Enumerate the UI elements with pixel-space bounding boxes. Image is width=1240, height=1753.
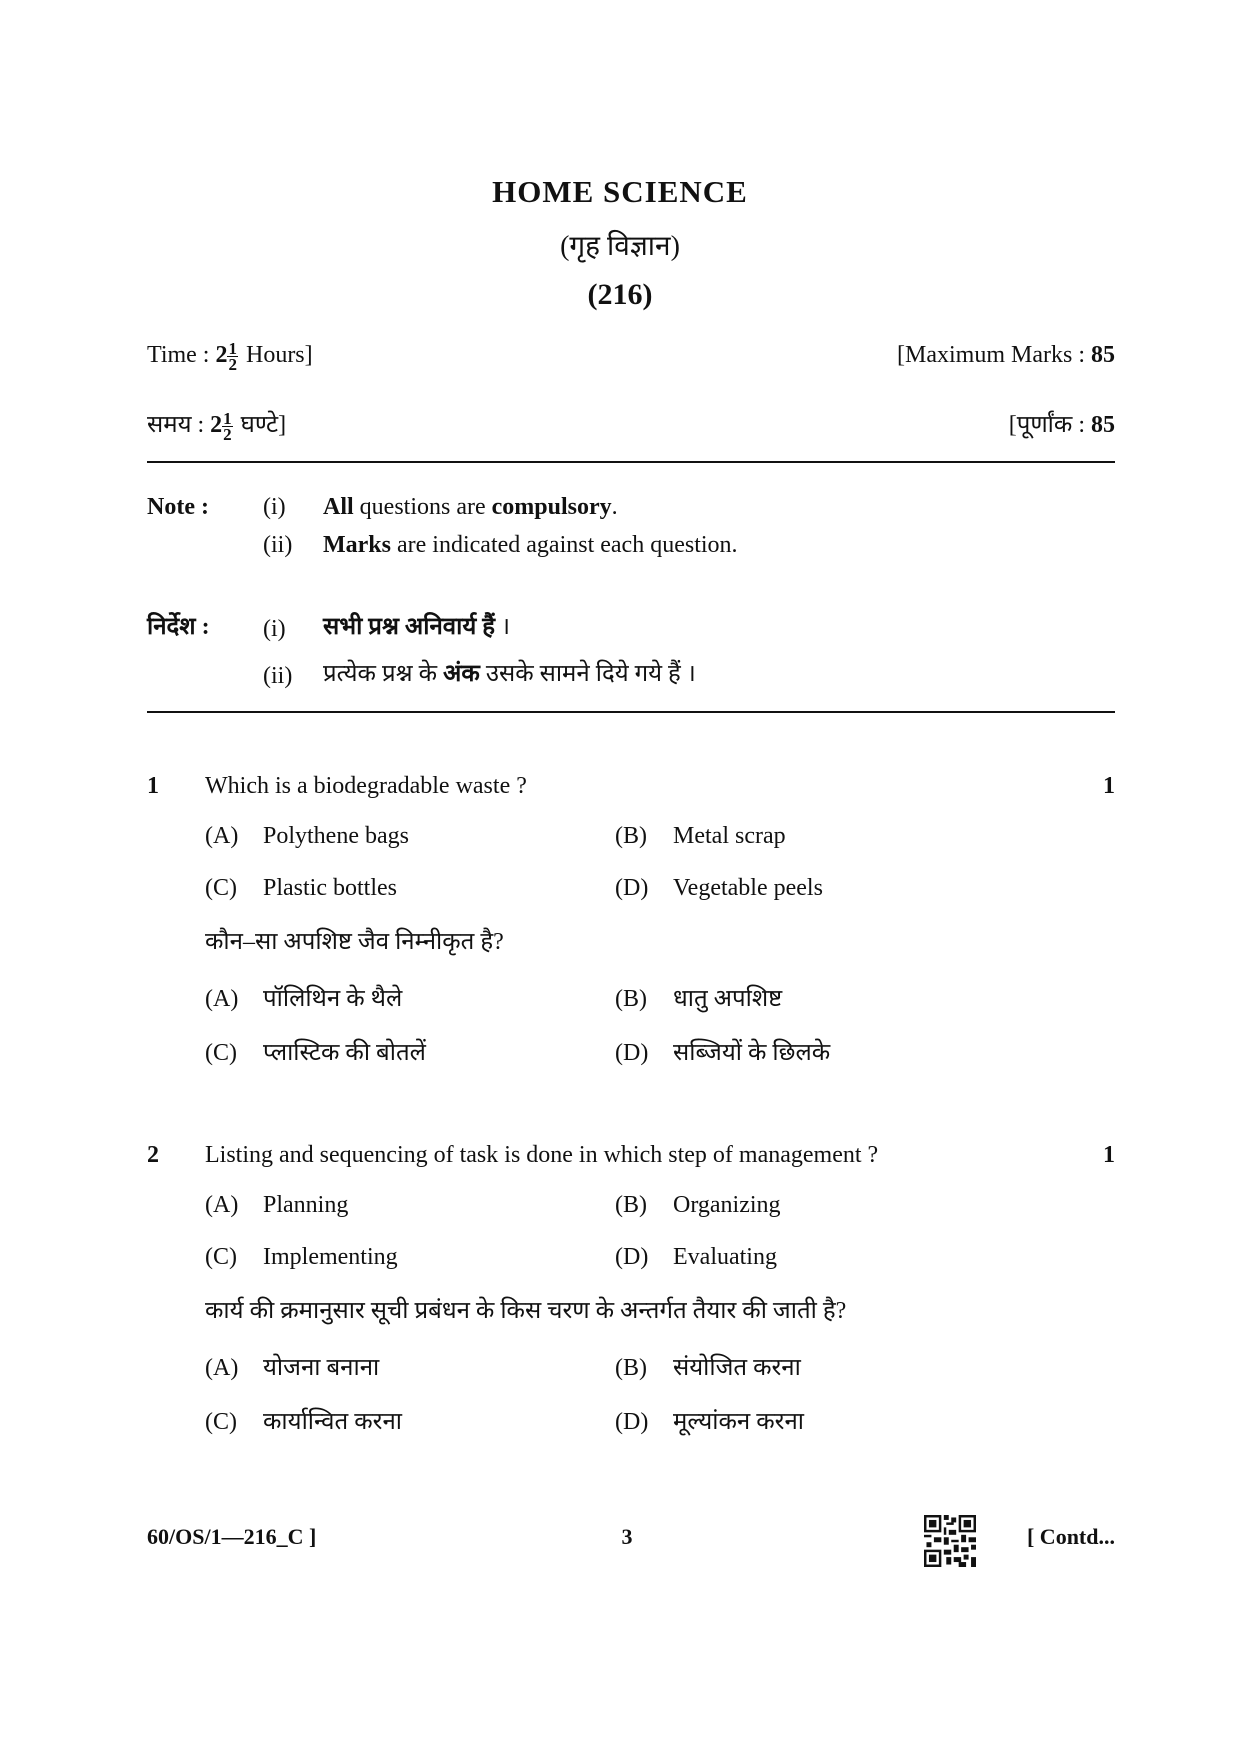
divider: [147, 711, 1115, 713]
option-a-hindi: (A) पॉलिथिन के थैले: [205, 986, 403, 1012]
max-marks-label-hi: [पूर्णांक :: [1008, 412, 1085, 438]
option-a: (A) Planning: [205, 1192, 349, 1218]
time-unit-en: Hours]: [245, 342, 313, 368]
time-hi: [147, 410, 286, 442]
option-d: (D) Vegetable peels: [615, 875, 823, 901]
question-marks: 1: [1103, 1142, 1115, 1168]
nirdesh-item-num: (i): [263, 616, 286, 642]
time-en: [147, 340, 313, 372]
option-b-hindi: (B) संयोजित करना: [615, 1355, 801, 1381]
question-text: Which is a biodegradable waste ?: [205, 773, 527, 799]
max-marks-en: [897, 340, 1115, 370]
note-item: All questions are compulsory.: [323, 494, 618, 520]
note-item-num: (i): [263, 494, 286, 520]
time-unit-hi: घण्टे]: [240, 412, 287, 438]
page-number: 3: [621, 1524, 633, 1549]
max-marks-hi: [1009, 410, 1115, 440]
time-fraction-hi: $\frac{1}{2}$: [223, 408, 232, 444]
option-b-hindi: (B) धातु अपशिष्ट: [615, 986, 783, 1012]
question-number: 1: [147, 773, 159, 799]
question-text-hindi: कौन–सा अपशिष्ट जैव निम्नीकृत है?: [205, 929, 504, 955]
question-text-hindi: कार्य की क्रमानुसार सूची प्रबंधन के किस चरण के अन्तर्गत तैयार की जाती है?: [205, 1298, 847, 1324]
nirdesh-item: सभी प्रश्न अनिवार्य हैं ।: [323, 614, 511, 640]
nirdesh-label: निर्देश :: [147, 614, 210, 640]
exam-title: HOME SCIENCE: [492, 174, 748, 209]
option-d: (D) Evaluating: [615, 1244, 777, 1270]
option-a: (A) Polythene bags: [205, 823, 409, 849]
continued-label: [ Contd...: [1026, 1524, 1115, 1549]
subject-code: (216): [587, 278, 653, 311]
note-item-num: (ii): [263, 532, 293, 558]
max-marks-value: 85: [1091, 342, 1115, 368]
time-whole: 2: [215, 342, 228, 368]
max-marks-label: [Maximum Marks :: [897, 342, 1085, 368]
nirdesh-item: प्रत्येक प्रश्न के अंक उसके सामने दिये गये हैं ।: [323, 661, 696, 687]
question-marks: 1: [1103, 773, 1115, 799]
question-text: Listing and sequencing of task is done in which step of management ?: [205, 1142, 879, 1168]
option-c: (C) Plastic bottles: [205, 875, 397, 901]
option-d-hindi: (D) सब्जियों के छिलके: [615, 1040, 831, 1066]
option-d-hindi: (D) मूल्यांकन करना: [615, 1409, 804, 1435]
option-b: (B) Organizing: [615, 1192, 781, 1218]
option-a-hindi: (A) योजना बनाना: [205, 1355, 380, 1381]
note-label: Note :: [147, 494, 209, 520]
option-b: (B) Metal scrap: [615, 823, 786, 849]
max-marks-value-hi: 85: [1091, 412, 1115, 438]
divider: [147, 461, 1115, 463]
time-label-hi: समय :: [147, 412, 205, 438]
exam-subtitle-hindi: (गृह विज्ञान): [560, 231, 680, 262]
time-whole-hi: 2: [210, 412, 223, 438]
time-fraction: $\frac{1}{2}$: [228, 338, 237, 374]
question-number: 2: [147, 1142, 159, 1168]
paper-code: 60/OS/1—216_C ]: [147, 1524, 317, 1549]
option-c-hindi: (C) कार्यान्वित करना: [205, 1409, 402, 1435]
note-item: Marks are indicated against each question.: [323, 532, 738, 558]
option-c-hindi: (C) प्लास्टिक की बोतलें: [205, 1040, 426, 1066]
time-label-en: Time :: [147, 342, 210, 368]
qr-code-icon: [924, 1515, 976, 1567]
option-c: (C) Implementing: [205, 1244, 398, 1270]
nirdesh-item-num: (ii): [263, 663, 293, 689]
